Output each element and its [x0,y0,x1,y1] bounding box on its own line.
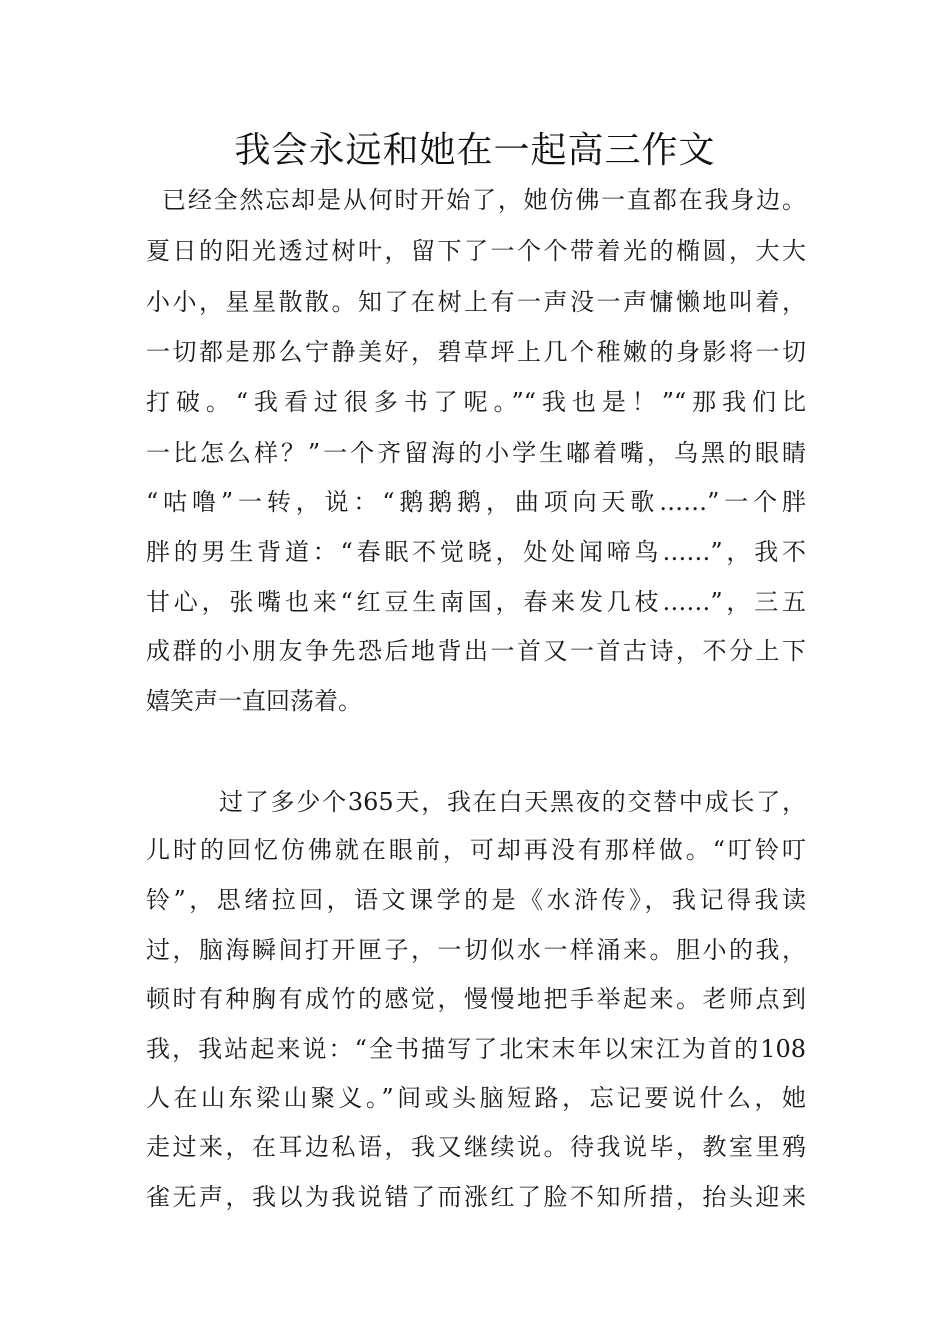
paragraph-2-line-1: 过了多少个365天，我在白天黑夜的交替中成长了， [219,788,806,816]
paragraph-1-line-1: 已经全然忘却是从何时开始了，她仿佛一直都在我身边。 [162,186,806,214]
paragraph-2-line-8: 走过来，在耳边私语，我又继续说。待我说毕，教室里鸦 [146,1133,806,1161]
paragraph-1-line-11: 嬉笑声一直回荡着。 [146,687,362,715]
paragraph-1-line-4: 一切都是那么宁静美好，碧草坪上几个稚嫩的身影将一切 [146,338,806,366]
paragraph-2-line-2: 儿时的回忆仿佛就在眼前，可却再没有那样做。“叮铃叮 [146,836,806,864]
paragraph-1-line-10: 成群的小朋友争先恐后地背出一首又一首古诗，不分上下 [146,637,806,665]
paragraph-2-line-7: 人在山东梁山聚义。”间或头脑短路，忘记要说什么，她 [146,1084,806,1112]
paragraph-2-line-4: 过，脑海瞬间打开匣子，一切似水一样涌来。胆小的我， [146,936,806,964]
essay-title: 我会永远和她在一起高三作文 [234,130,716,171]
paragraph-1-line-9: 甘心，张嘴也来“红豆生南国，春来发几枝……”，三五 [146,588,806,616]
paragraph-2-line-9: 雀无声，我以为我说错了而涨红了脸不知所措，抬头迎来 [146,1183,806,1211]
paragraph-1-line-6: 一比怎么样？”一个齐留海的小学生嘟着嘴，乌黑的眼睛 [146,439,806,467]
paragraph-2-line-5: 顿时有种胸有成竹的感觉，慢慢地把手举起来。老师点到 [146,985,806,1013]
paragraph-1-line-7: “咕噜”一转，说：“鹅鹅鹅，曲项向天歌……”一个胖 [146,488,806,516]
paragraph-1-line-8: 胖的男生背道：“春眠不觉晓，处处闻啼鸟……”，我不 [146,538,806,566]
paragraph-2-line-3: 铃”，思绪拉回，语文课学的是《水浒传》，我记得我读 [146,886,806,914]
paragraph-2-line-6: 我，我站起来说：“全书描写了北宋末年以宋江为首的108 [146,1035,806,1063]
paragraph-1-line-3: 小小，星星散散。知了在树上有一声没一声慵懒地叫着， [146,288,806,316]
paragraph-1-line-2: 夏日的阳光透过树叶，留下了一个个带着光的椭圆，大大 [146,237,806,265]
paragraph-1-line-5: 打破。“我看过很多书了呢。”“我也是！”“那我们比 [146,388,806,416]
